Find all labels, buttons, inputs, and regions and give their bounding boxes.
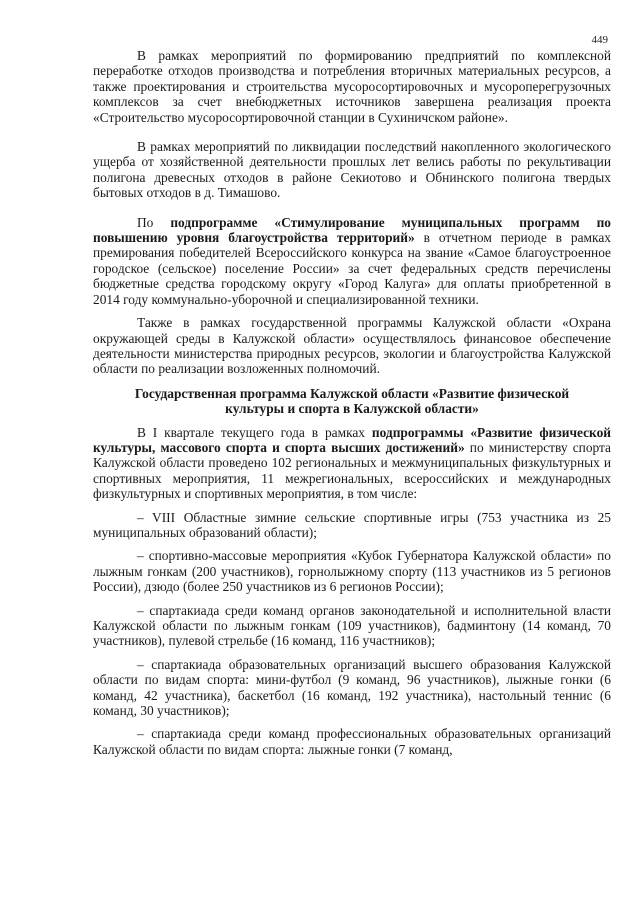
subprogram-title: подпрограмме «Стимулирование муниципальных программ по повышению уровня благоустройства территорий» — [93, 214, 611, 246]
list-item: – спартакиада среди команд профессиональных образовательных организаций Калужской области по видам спорта: лыжные гонки (7 команд, — [93, 726, 611, 757]
paragraph-improvement-subprogram — [93, 215, 611, 307]
section-heading: Государственная программа Калужской области «Развитие физической культуры и спорта в Калужской области» — [134, 385, 570, 417]
paragraph-text: По — [137, 214, 171, 230]
paragraph-text: в отчетном периоде в рамках премирования победителей Всероссийского конкурса на звание «Самое благоустроенное городское (сельское) поселение России» за счет федеральных средств перечислены бюджетные средства городскому округу «Город Калуга» для оплаты приобретенной в 2014 году коммунально-уборочной и специализированной техники. — [93, 230, 611, 307]
paragraph-ecological-damage: В рамках мероприятий по ликвидации последствий накопленного экологического ущерба от хозяйственной деятельности прошлых лет велись работы по рекультивации полигона древесных отходов в районе Секиотово и Обнинского полигона твердых бытовых отходов в д. Тимашово. — [93, 139, 611, 201]
paragraph-text: В I квартале текущего года в рамках — [137, 424, 372, 440]
subprogram-title: подпрограммы «Развитие физической культуры, массового спорта и спорта высших достижений» — [93, 424, 611, 455]
list-item: – спартакиада образовательных организаций высшего образования Калужской области по видам спорта: мини-футбол (9 команд, 96 участников), лыжные гонки (6 команд, 42 участника), баскетбол (16 команд, 192 участника), настольный теннис (6 команд, 30 участников); — [93, 656, 611, 719]
document-body — [93, 48, 611, 757]
list-item: – VIII Областные зимние сельские спортивные игры (753 участника из 25 муниципальных образований области); — [93, 509, 611, 540]
list-item: – спартакиада среди команд органов законодательной и исполнительной власти Калужской области по лыжным гонкам (109 участников), бадминтону (14 команд, 70 участников), пулевой стрельбе (16 команд, 116 участников); — [93, 602, 611, 649]
page-number: 449 — [591, 34, 608, 46]
paragraph-text: по министерству спорта Калужской области проведено 102 региональных и межмуниципальных физкультурных и спортивных мероприятия, 11 межрегиональных, всероссийских и международных физкультурных и спортивных мероприятия, в том числе: — [93, 439, 611, 502]
paragraph-environment-program: Также в рамках государственной программы Калужской области «Охрана окружающей среды в Калужской области» осуществлялось финансовое обеспечение деятельности министерства природных ресурсов, экологии и благоустройства Калужской области по реализации возложенных полномочий. — [93, 315, 611, 377]
list-item: – спортивно-массовые мероприятия «Кубок Губернатора Калужской области» по лыжным гонкам (200 участников), горнолыжному спорту (113 участников из 5 регионов России), дзюдо (более 250 участников из 6 регионов России); — [93, 548, 611, 595]
paragraph-sport-subprogram — [93, 425, 611, 502]
paragraph-waste-processing: В рамках мероприятий по формированию предприятий по комплексной переработке отходов производства и потребления вторичных материальных ресурсов, а также проектирования и строительства мусоросортировочных и мусороперегрузочных комплексов за счет внебюджетных источников завершена реализация проекта «Строительство мусоросортировочной станции в Сухиничском районе». — [93, 48, 611, 125]
